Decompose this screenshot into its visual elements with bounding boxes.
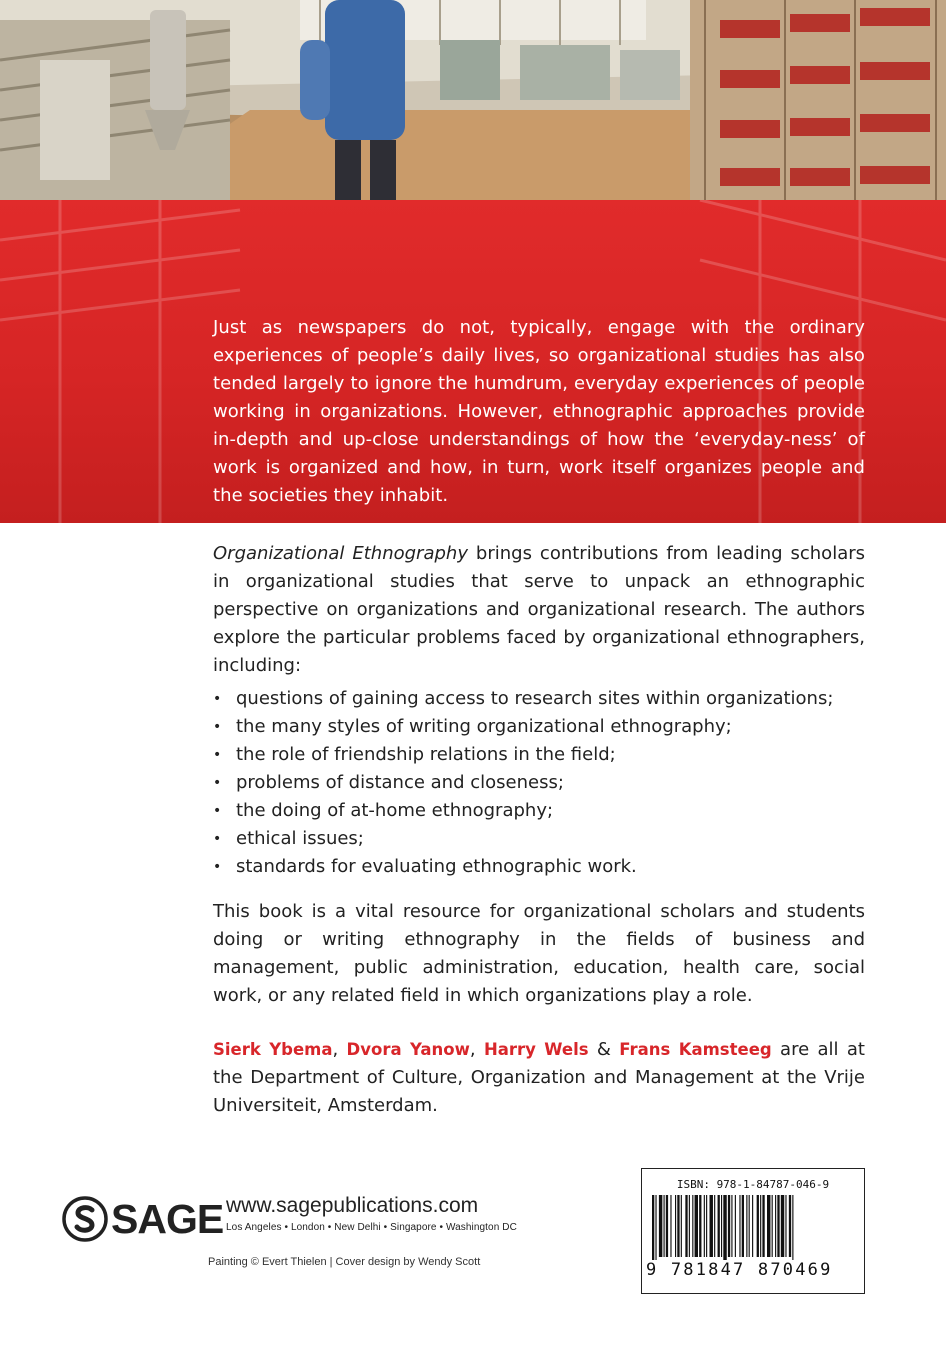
author-affiliation: are all at the Department of Culture, Organization and Management at the Vrije Universiteit, Amsterdam. <box>213 1039 865 1116</box>
audience-paragraph: This book is a vital resource for organizational scholars and students doing or writing ethnography in the fields of business and management, public administration, education, health care, social work, or any related field in which organizations play a role. <box>213 901 865 1006</box>
list-item: • standards for evaluating ethnographic work. <box>213 853 873 881</box>
list-item: • problems of distance and closeness; <box>213 769 873 797</box>
barcode-bar <box>677 1195 679 1257</box>
list-item: • the role of friendship relations in the field; <box>213 741 873 769</box>
cover-credits: Painting © Evert Thielen | Cover design by Wendy Scott <box>208 1256 481 1268</box>
barcode-bar <box>685 1195 687 1257</box>
barcode-bar <box>714 1195 715 1257</box>
author-name: Sierk Ybema <box>213 1040 333 1059</box>
barcode-bar <box>785 1195 786 1257</box>
description-text: brings contributions from leading scholars in organizational studies that serve to unpack an ethnographic perspective on organizations and organizational research. The authors explore the particular problems faced by organizational ethnographers, including: <box>213 543 866 676</box>
barcode-bar <box>760 1195 761 1257</box>
barcode-bar <box>742 1195 744 1257</box>
barcode-icon <box>652 1195 854 1265</box>
author-separator: , <box>469 1039 484 1060</box>
barcode-bar <box>728 1195 730 1257</box>
barcode-bar <box>681 1195 682 1257</box>
publisher-name: SAGE <box>111 1196 224 1242</box>
author-separator: , <box>332 1039 347 1060</box>
sage-s-icon <box>62 1196 108 1242</box>
barcode-bar <box>777 1195 779 1257</box>
intro-paragraph: Just as newspapers do not, typically, engage with the ordinary experiences of people’s daily lives, so organizational studies has also tended largely to ignore the humdrum, everyday experiences of people working in organizations. However, ethnographic approaches provide in-depth and up-close understandings of how the ‘everyday-ness’ of work is organized and how, in turn, work itself organizes people and the societies they inhabit. <box>213 317 865 506</box>
barcode-bar <box>692 1195 693 1257</box>
authors-paragraph <box>213 1036 865 1120</box>
barcode-bar <box>762 1195 764 1257</box>
barcode-bar <box>749 1195 750 1257</box>
list-item: • the many styles of writing organizational ethnography; <box>213 713 873 741</box>
description-paragraph <box>213 540 865 680</box>
barcode-box <box>641 1168 865 1294</box>
barcode-bar <box>721 1195 722 1257</box>
barcode-bar <box>739 1195 740 1257</box>
factory-painting-illustration <box>0 0 946 200</box>
barcode-bar <box>792 1195 793 1265</box>
barcode-bar <box>666 1195 668 1257</box>
barcode-bar <box>775 1195 776 1257</box>
barcode-bar <box>710 1195 713 1257</box>
barcode-bar <box>652 1195 654 1265</box>
barcode-bar <box>767 1195 770 1257</box>
barcode-bar <box>789 1195 791 1257</box>
barcode-bar <box>664 1195 665 1257</box>
barcode-bar <box>752 1195 753 1257</box>
author-name: Harry Wels <box>483 1040 589 1059</box>
red-band <box>0 200 946 523</box>
barcode-bar <box>718 1195 720 1257</box>
barcode-bar <box>757 1195 759 1257</box>
book-title: Organizational Ethnography <box>213 543 468 564</box>
barcode-bar <box>675 1195 676 1257</box>
barcode-bar <box>699 1195 701 1257</box>
publisher-url[interactable]: www.sagepublications.com <box>226 1194 479 1217</box>
isbn-label: ISBN: 978-1-84787-046-9 <box>676 1178 830 1191</box>
barcode-bar <box>723 1195 726 1265</box>
barcode-bar <box>659 1195 662 1257</box>
barcode-bar <box>695 1195 698 1257</box>
topics-list <box>213 685 873 881</box>
list-item: • questions of gaining access to research sites within organizations; <box>213 685 873 713</box>
barcode-bar <box>689 1195 690 1257</box>
author-name: Frans Kamsteeg <box>619 1040 772 1059</box>
barcode-bar <box>670 1195 671 1257</box>
list-item: • ethical issues; <box>213 825 873 853</box>
barcode-bar <box>772 1195 773 1257</box>
ean-number: 9 781847 870469 <box>646 1260 860 1280</box>
author-separator: & <box>588 1039 620 1060</box>
list-item: • the doing of at-home ethnography; <box>213 797 873 825</box>
author-name: Dvora Yanow <box>346 1040 470 1059</box>
barcode-bar <box>655 1195 656 1265</box>
barcode-bar <box>731 1195 732 1257</box>
cover-painting <box>0 0 946 200</box>
barcode-bar <box>746 1195 747 1257</box>
barcode-bar <box>706 1195 707 1257</box>
barcode-bar <box>704 1195 705 1257</box>
barcode-bar <box>781 1195 784 1257</box>
barcode-bar <box>735 1195 736 1257</box>
publisher-cities: Los Angeles • London • New Delhi • Singapore • Washington DC <box>226 1222 517 1233</box>
